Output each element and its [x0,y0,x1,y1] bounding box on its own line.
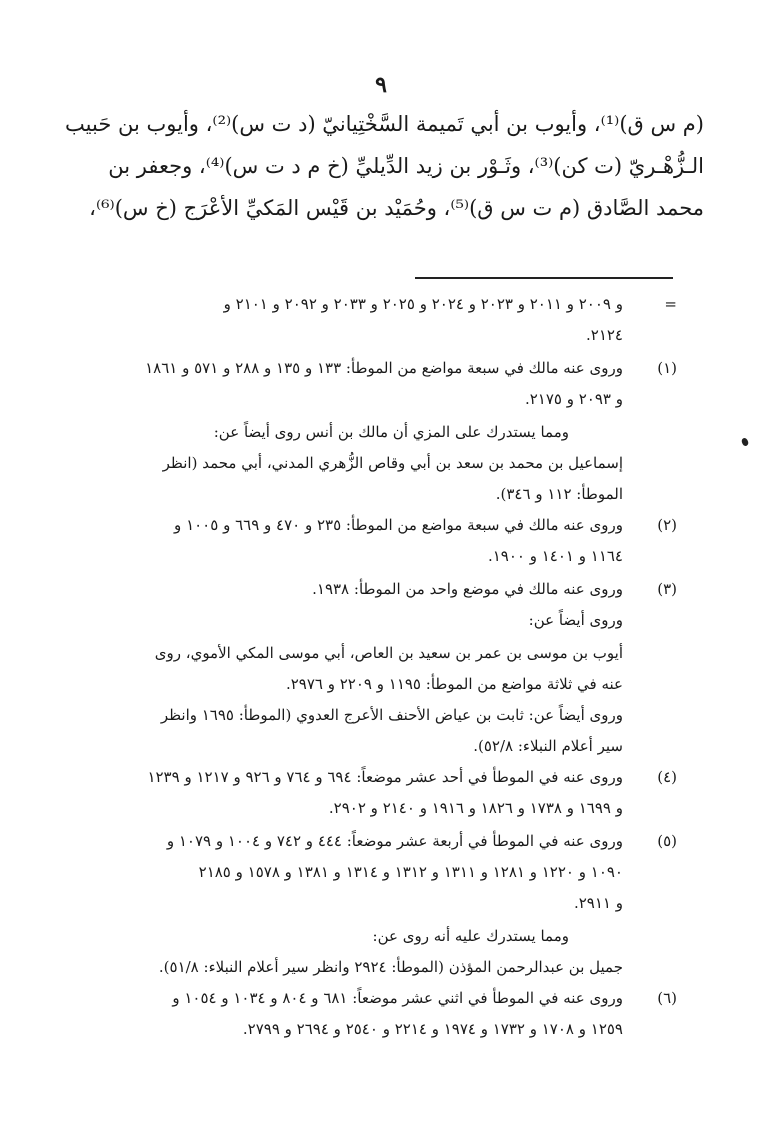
footnote-line: وروى عنه مالك في موضع واحد من الموطأ: ١٩٣٨. [312,580,623,598]
footnote-3 [95,574,677,636]
footnote-subline: ومما يستدرك على المزي أن مالك بن أنس روى أيضاً عن: [213,423,569,441]
footnote-subline: الموطأ: ١١٢ و ٣٤٦). [495,485,623,503]
footnote-subline: سير أعلام النبلاء: ٥٢/٨). [473,737,623,755]
footnote-marker: = [664,295,677,313]
footnote-marker: (١) [657,359,677,377]
footnote-line: وروى عنه في الموطأ في اثني عشر موضعاً: ٦٨١ و ٨٠٤ و ١٠٣٤ و ١٠٥٤ و [172,989,623,1007]
footnote-subline: ومما يستدرك عليه أنه روى عن: [372,927,569,945]
footnote-line: ١٠٩٠ و ١٢٢٠ و ١٢٨١ و ١٣١١ و ١٣١٢ و ١٣١٤ و ١٣٨١ و ١٥٧٨ و ٢١٨٥ [198,863,623,881]
footnote-marker: (٤) [657,768,677,786]
footnote-2 [95,510,677,572]
footnote-line: وروى أيضاً عن: [528,611,623,629]
footnote-line: ١١٦٤ و ١٤٠١ و ١٩٠٠. [487,547,623,565]
main-text-line: محمد الصَّادق (م ت س ق)⁽⁵⁾، وحُمَيْد بن قَيْس المَكيِّ الأعْرَج (خ س)⁽⁶⁾، [89,196,704,220]
footnote-line: وروى عنه مالك في سبعة مواضع من الموطأ: ١٣٣ و ١٣٥ و ٢٨٨ و ٥٧١ و ١٨٦١ [145,359,623,377]
margin-mark [740,437,749,447]
footnote-1 [95,353,677,415]
main-text-line: الـزُّهْـريّ (ت كن)⁽³⁾، وثَـوْر بن زيد الدِّيليِّ (خ م د ت س)⁽⁴⁾، وجعفر بن [108,154,704,178]
footnote-separator [415,277,673,279]
footnote-subline: أيوب بن موسى بن عمر بن سعيد بن العاص، أبي موسى المكي الأموي، روى [154,644,623,662]
footnote-line: و ٢٩١١. [573,894,623,912]
footnote-line: و ٢٠٠٩ و ٢٠١١ و ٢٠٢٣ و ٢٠٢٤ و ٢٠٢٥ و ٢٠٣٣ و ٢٠٩٢ و ٢١٠١ و [223,295,623,313]
footnote-line: و ١٦٩٩ و ١٧٣٨ و ١٨٢٦ و ١٩١٦ و ٢١٤٠ و ٢٩٠٢. [328,799,623,817]
page-number: ٩ [375,72,387,98]
footnote-4 [95,762,677,824]
footnote-subline: جميل بن عبدالرحمن المؤذن (الموطأ: ٢٩٢٤ وانظر سير أعلام النبلاء: ٥١/٨). [158,958,623,976]
footnote-line: ٢١٢٤. [585,326,623,344]
footnote-marker: (٢) [657,516,677,534]
main-text [65,103,704,229]
footnotes [95,289,677,1047]
footnote-5 [95,826,677,919]
main-text-line: (م س ق)⁽¹⁾، وأيوب بن أبي تَميمة السَّخْتِيانيّ (د ت س)⁽²⁾، وأيوب بن حَبيب [65,112,704,136]
footnote-line: ١٢٥٩ و ١٧٠٨ و ١٧٣٢ و ١٩٧٤ و ٢٢١٤ و ٢٥٤٠ و ٢٦٩٤ و ٢٧٩٩. [242,1020,623,1038]
footnote-line: و ٢٠٩٣ و ٢١٧٥. [524,390,623,408]
footnote-marker: (٦) [657,989,677,1007]
footnote-6 [95,983,677,1045]
footnote-subline: وروى أيضاً عن: ثابت بن عياض الأحنف الأعرج العدوي (الموطأ: ١٦٩٥ وانظر [160,706,623,724]
footnote-continuation [95,289,677,351]
footnote-subline: إسماعيل بن محمد بن سعد بن أبي وقاص الزُّهري المدني، أبي محمد (انظر [162,454,623,472]
footnote-line: وروى عنه مالك في سبعة مواضع من الموطأ: ٢٣٥ و ٤٧٠ و ٦٦٩ و ١٠٠٥ و [174,516,623,534]
footnote-line: وروى عنه في الموطأ في أربعة عشر موضعاً: ٤٤٤ و ٧٤٢ و ١٠٠٤ و ١٠٧٩ و [166,832,623,850]
footnote-line: وروى عنه في الموطأ في أحد عشر موضعاً: ٦٩٤ و ٧٦٤ و ٩٢٦ و ١٢١٧ و ١٢٣٩ [147,768,623,786]
footnote-marker: (٣) [657,580,677,598]
footnote-marker: (٥) [657,832,677,850]
footnote-subline: عنه في ثلاثة مواضع من الموطأ: ١١٩٥ و ٢٢٠٩ و ٢٩٧٦. [285,675,623,693]
